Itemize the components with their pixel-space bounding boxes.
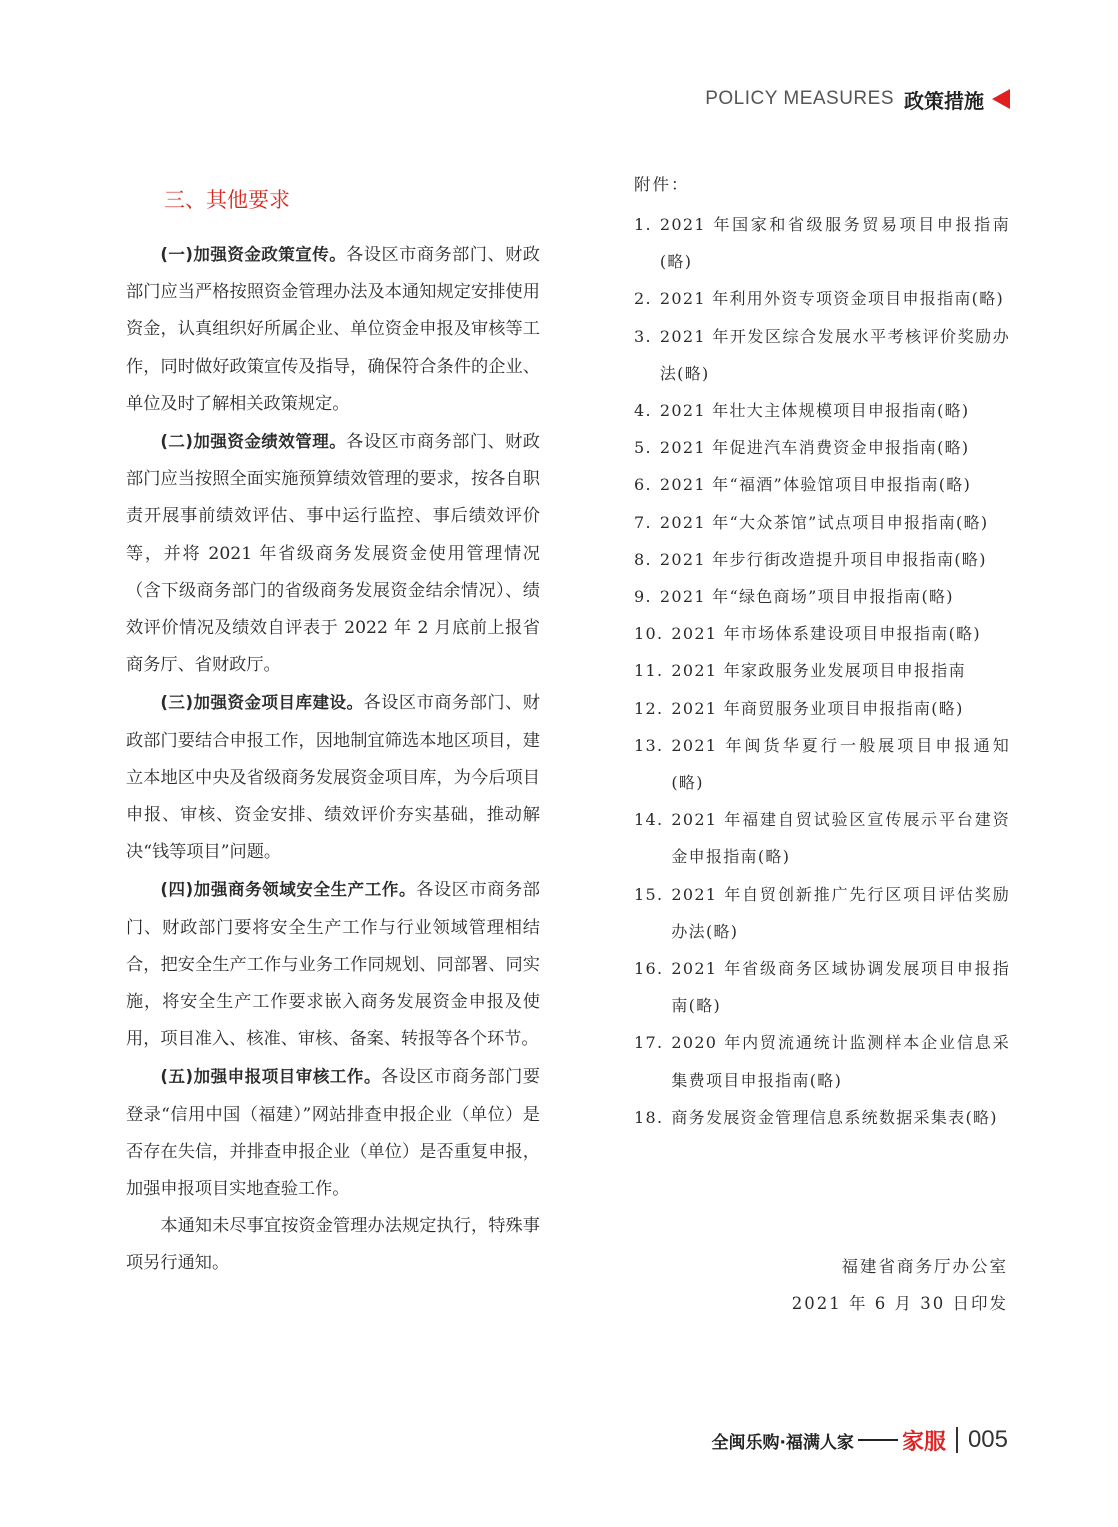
attachment-text: 2021 年商贸服务业项目申报指南(略) — [671, 698, 964, 718]
attachments-label: 附件： — [634, 175, 690, 194]
attachment-number: 4. — [634, 401, 652, 421]
attachment-item — [634, 801, 1010, 875]
attachment-number: 10. — [634, 624, 664, 644]
section-title: 三、其他要求 — [164, 188, 290, 212]
attachment-number: 3. — [634, 326, 652, 346]
attachment-number: 1. — [634, 215, 652, 234]
attachment-text: 2021 年“大众茶馆”试点项目申报指南(略) — [659, 512, 989, 532]
signature-block — [792, 1248, 1008, 1322]
paragraph-3-body: 各设区市商务部门、财政部门要结合申报工作，因地制宜筛选本地区项目，建立本地区中央及省级商务发展资金项目库，为今后项目申报、审核、资金安排、绩效评价夯实基础，推动解决“钱等项目”问题。 — [126, 693, 540, 863]
paragraph-4-lead: (四)加强商务领域安全生产工作。 — [160, 880, 417, 900]
attachment-item — [634, 578, 1010, 615]
attachment-number: 15. — [634, 884, 664, 904]
page-number: 005 — [967, 1426, 1008, 1453]
paragraph-5-body: 各设区市商务部门要登录“信用中国（福建）”网站排查申报企业（单位）是否存在失信，并排查申报企业（单位）是否重复申报，加强申报项目实地查验工作。 — [126, 1067, 540, 1200]
attachment-number: 12. — [634, 698, 664, 718]
attachment-text: 2021 年“福酒”体验馆项目申报指南(略) — [659, 475, 972, 495]
footer-divider — [956, 1427, 958, 1453]
attachment-number: 17. — [634, 1033, 664, 1053]
attachment-number: 6. — [634, 475, 652, 495]
paragraph-2-lead: (二)加强资金绩效管理。 — [160, 432, 347, 452]
attachment-item — [634, 504, 1010, 541]
attachment-item — [634, 541, 1010, 578]
attachment-number: 8. — [634, 549, 652, 569]
attachment-number: 9. — [634, 587, 652, 607]
attachment-text: 2021 年开发区综合发展水平考核评价奖励办法(略) — [659, 326, 1010, 383]
attachment-number: 14. — [634, 810, 664, 830]
attachment-item — [634, 727, 1010, 801]
footer-dash — [858, 1439, 898, 1441]
paragraph-closing — [126, 1208, 540, 1282]
attachment-text: 2021 年步行街改造提升项目申报指南(略) — [659, 549, 987, 569]
attachments-column — [634, 170, 1010, 1136]
attachment-item — [634, 466, 1010, 503]
paragraph-3 — [126, 684, 540, 871]
attachment-item — [634, 280, 1010, 317]
attachment-number: 18. — [634, 1107, 664, 1127]
attachment-item — [634, 690, 1010, 727]
attachment-item — [634, 1024, 1010, 1098]
attachment-item — [634, 615, 1010, 652]
attachment-number: 2. — [634, 289, 652, 309]
attachment-text: 2021 年促进汽车消费资金申报指南(略) — [659, 438, 970, 458]
attachment-text: 2021 年省级商务区域协调发展项目申报指南(略) — [671, 959, 1010, 1016]
attachment-item — [634, 876, 1010, 950]
attachment-item — [634, 1099, 1010, 1136]
paragraph-3-lead: (三)加强资金项目库建设。 — [160, 693, 364, 713]
attachment-item — [634, 392, 1010, 429]
attachment-text: 2021 年壮大主体规模项目申报指南(略) — [659, 401, 970, 421]
attachment-item — [634, 206, 1010, 280]
attachment-number: 11. — [634, 661, 664, 681]
attachment-text: 2021 年福建自贸试验区宣传展示平台建资金申报指南(略) — [671, 810, 1010, 867]
attachment-text: 2020 年内贸流通统计监测样本企业信息采集费项目申报指南(略) — [671, 1033, 1010, 1090]
paragraph-1-body: 各设区市商务部门、财政部门应当严格按照资金管理办法及本通知规定安排使用资金，认真组织好所属企业、单位资金申报及审核等工作，同时做好政策宣传及指导，确保符合条件的企业、单位及时了解相关政策规定。 — [126, 245, 540, 414]
attachment-number: 13. — [634, 735, 664, 755]
paragraph-1 — [126, 236, 540, 423]
paragraph-4-body: 各设区市商务部门、财政部门要将安全生产工作与行业领域管理相结合，把安全生产工作与业务工作同规划、同部署、同实施，将安全生产工作要求嵌入商务发展资金申报及使用，项目准入、核准、审核、备案、转报等各个环节。 — [126, 880, 540, 1050]
header-english-title: POLICY MEASURES — [705, 88, 894, 109]
attachments-list — [634, 206, 1010, 1136]
paragraph-2 — [126, 423, 540, 684]
attachment-item — [634, 429, 1010, 466]
attachment-text: 2021 年闽货华夏行一般展项目申报通知(略) — [671, 735, 1010, 793]
attachment-number: 7. — [634, 512, 652, 532]
paragraph-2-body: 各设区市商务部门、财政部门应当按照全面实施预算绩效管理的要求，按各自职责开展事前绩效评估、事中运行监控、事后绩效评价等，并将 2021 年省级商务发展资金使用管理情况（含下级商务部门的省级商务发展资金结余情况）、绩效评价情况及绩效自评表于 2022 年 2 月底前上报省商务厅、省财政厅。 — [126, 432, 540, 676]
issuing-organization: 福建省商务厅办公室 — [841, 1257, 1008, 1276]
attachment-text: 2021 年国家和省级服务贸易项目申报指南(略) — [659, 215, 1010, 272]
main-text-column — [126, 182, 540, 1283]
attachment-text: 2021 年自贸创新推广先行区项目评估奖励办法(略) — [671, 884, 1010, 941]
paragraph-5 — [126, 1058, 540, 1208]
paragraph-4 — [126, 871, 540, 1058]
footer-slogan: 全闽乐购·福满人家 — [711, 1432, 854, 1453]
issue-date: 2021 年 6 月 30 日印发 — [791, 1294, 1008, 1314]
attachment-text: 2021 年家政服务业发展项目申报指南 — [671, 661, 966, 681]
page-footer — [711, 1422, 1008, 1458]
paragraph-closing-body: 本通知未尽事宜按资金管理办法规定执行，特殊事项另行通知。 — [126, 1216, 540, 1274]
attachment-item — [634, 318, 1010, 392]
footer-brand: 家服 — [901, 1429, 946, 1455]
attachment-text: 2021 年利用外资专项资金项目申报指南(略) — [659, 289, 1005, 309]
attachment-text: 商务发展资金管理信息系统数据采集表(略) — [671, 1107, 998, 1127]
attachment-number: 5. — [634, 438, 652, 458]
attachment-number: 16. — [634, 959, 664, 979]
paragraph-5-lead: (五)加强申报项目审核工作。 — [160, 1067, 381, 1087]
attachment-text: 2021 年市场体系建设项目申报指南(略) — [671, 624, 981, 644]
attachment-text: 2021 年“绿色商场”项目申报指南(略) — [659, 587, 954, 607]
attachment-item — [634, 652, 1010, 689]
paragraph-1-lead: (一)加强资金政策宣传。 — [160, 245, 347, 264]
header-chinese-title: 政策措施 — [904, 88, 984, 113]
attachment-item — [634, 950, 1010, 1024]
left-triangle-icon — [992, 89, 1010, 109]
page-header — [705, 84, 1010, 114]
